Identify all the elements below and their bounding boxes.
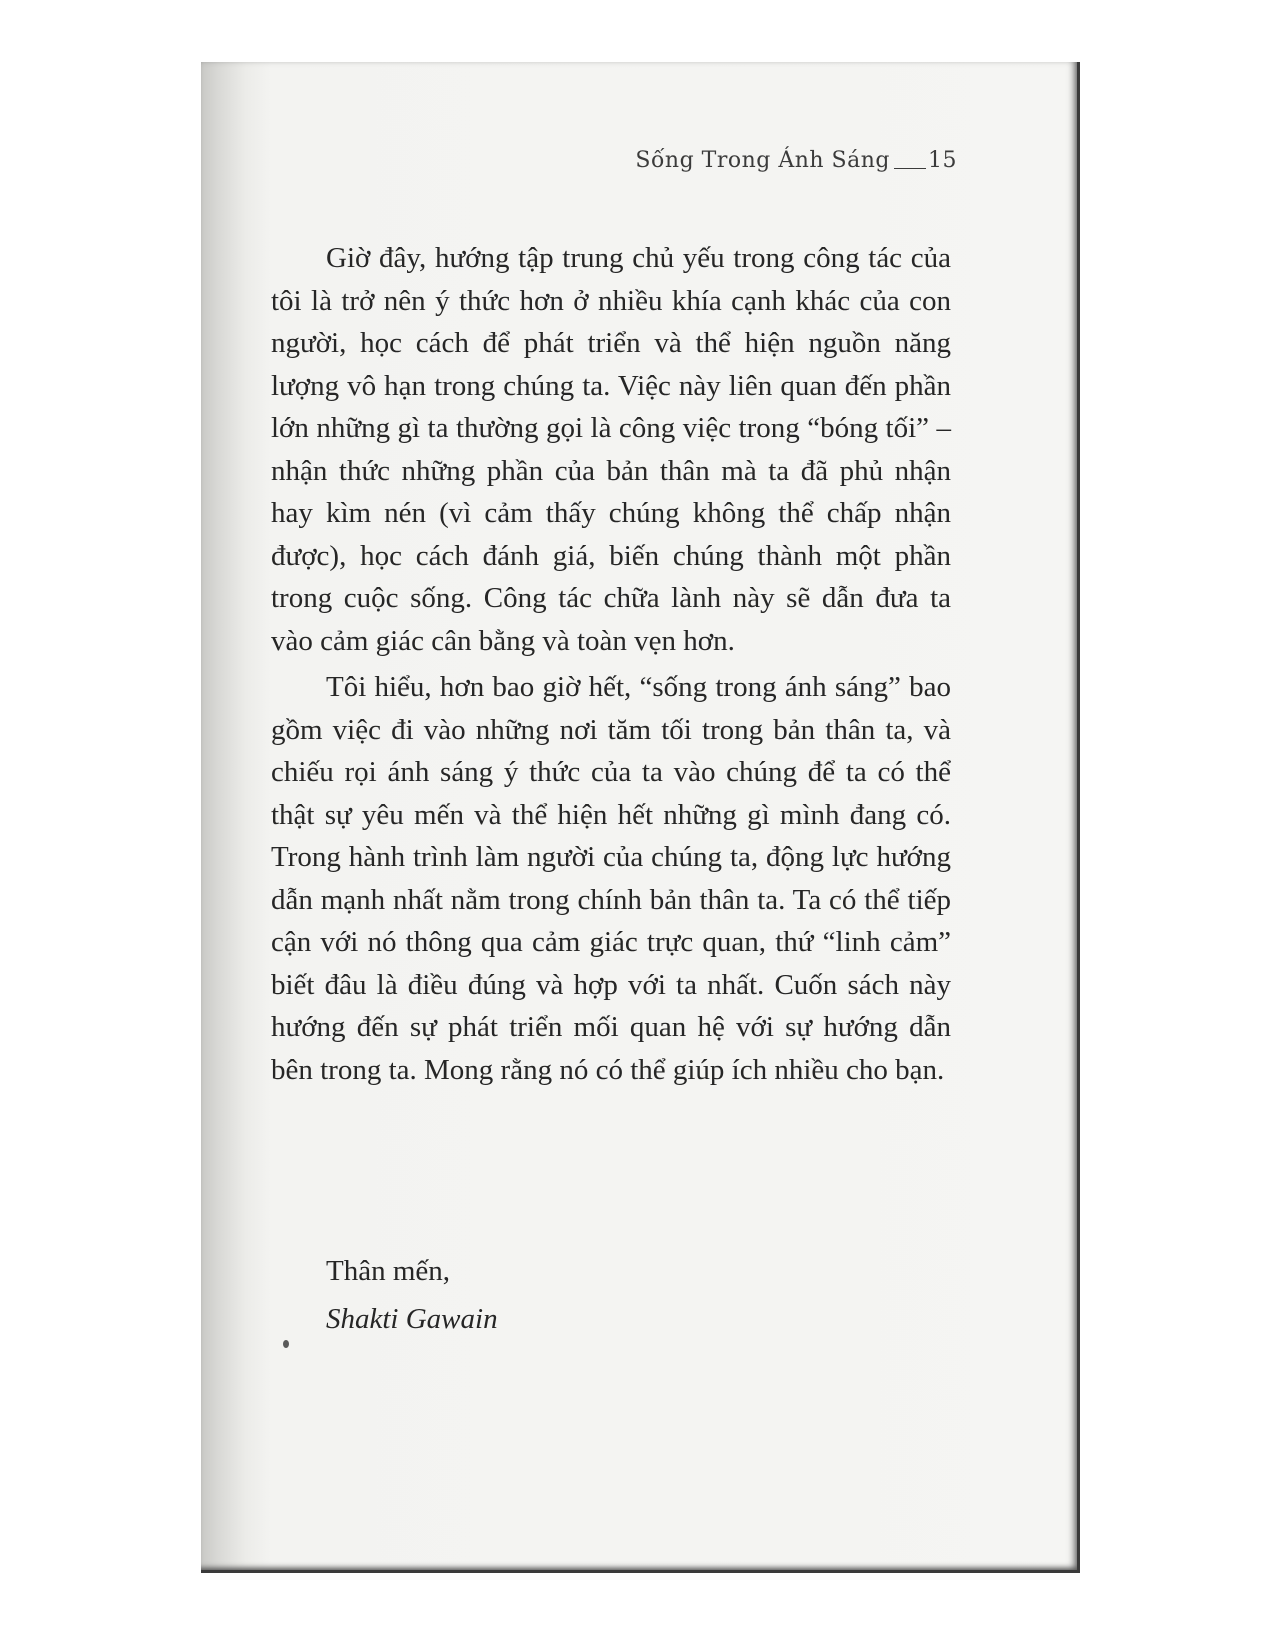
- running-header: [635, 148, 957, 173]
- signature: Shakti Gawain: [326, 1303, 498, 1335]
- letter-closing: [326, 1247, 498, 1343]
- paper-speck: [283, 1340, 289, 1348]
- paragraph-2: Tôi hiểu, hơn bao giờ hết, “sống trong ánh sáng” bao gồm việc đi vào những nơi tăm tối trong bản thân ta, và chiếu rọi ánh sáng ý thức của ta vào chúng để ta có thể thật sự yêu mến và thể hiện hết những gì mình đang có. Trong hành trình làm người của chúng ta, động lực hướng dẫn mạnh nhất nằm trong chính bản thân ta. Ta có thể tiếp cận với nó thông qua cảm giác trực quan, thứ “linh cảm” biết đâu là điều đúng và hợp với ta nhất. Cuốn sách này hướng đến sự phát triển mối quan hệ với sự hướng dẫn bên trong ta. Mong rằng nó có thể giúp ích nhiều cho bạn.: [271, 671, 951, 1086]
- salutation: Thân mến,: [326, 1255, 451, 1287]
- running-header-title: Sống Trong Ánh Sáng: [635, 148, 890, 173]
- book-page: [201, 62, 1080, 1573]
- paragraph-1: Giờ đây, hướng tập trung chủ yếu trong công tác của tôi là trở nên ý thức hơn ở nhiều khía cạnh khác của con người, học cách để phát triển và thể hiện nguồn năng lượng vô hạn trong chúng ta. Việc này liên quan đến phần lớn những gì ta thường gọi là công việc trong “bóng tối” – nhận thức những phần của bản thân mà ta đã phủ nhận hay kìm nén (vì cảm thấy chúng không thể chấp nhận được), học cách đánh giá, biến chúng thành một phần trong cuộc sống. Công tác chữa lành này sẽ dẫn đưa ta vào cảm giác cân bằng và toàn vẹn hơn.: [271, 242, 951, 657]
- page-number: 15: [928, 148, 957, 173]
- body-text: [271, 237, 951, 1091]
- header-rule: [894, 168, 926, 169]
